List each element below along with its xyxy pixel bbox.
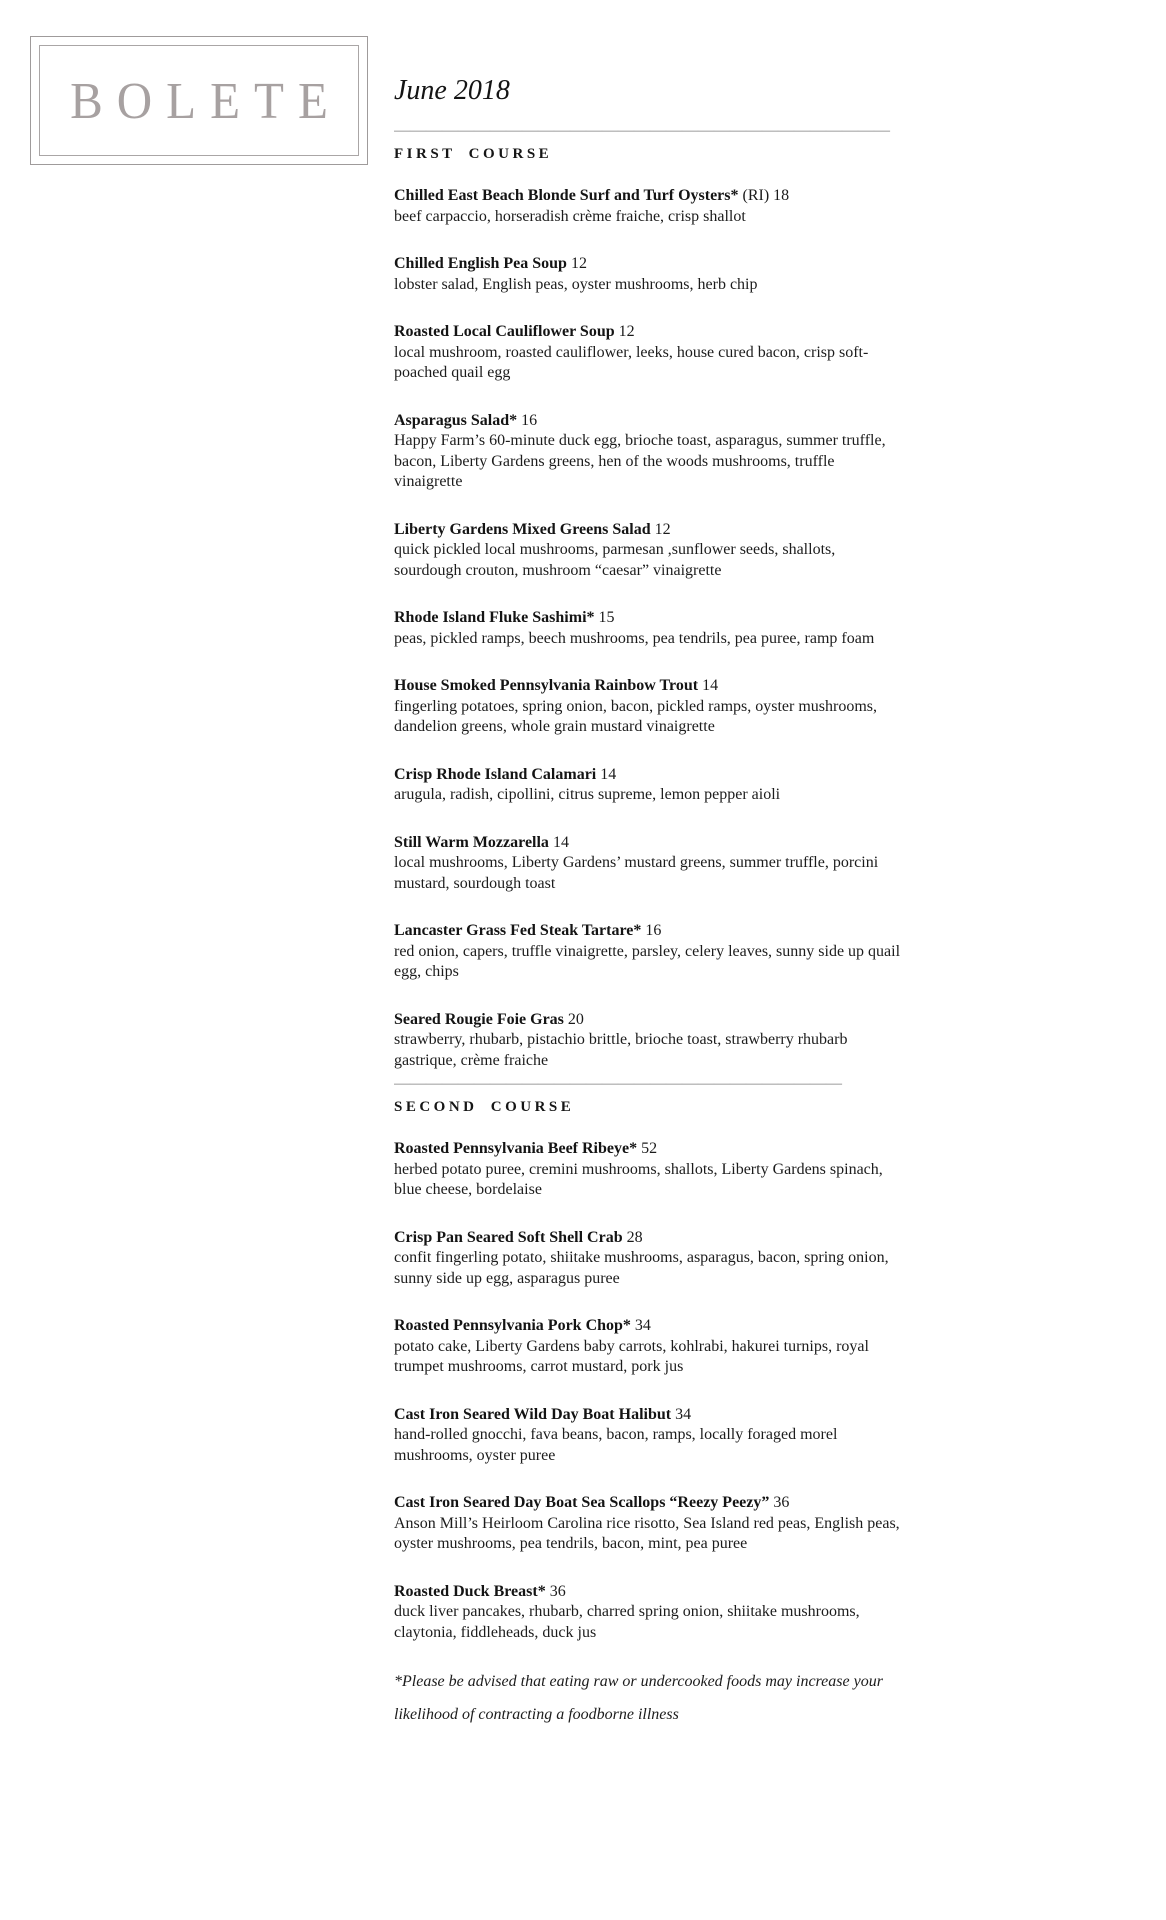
menu-item <box>394 1405 906 1467</box>
menu-item-name: Liberty Gardens Mixed Greens Salad <box>394 520 651 538</box>
raw-food-disclaimer: *Please be advised that eating raw or undercooked foods may increase your likelihood of contracting a foodborne illness <box>394 1673 883 1723</box>
menu-item-description: Happy Farm’s 60-minute duck egg, brioche toast, asparagus, summer truffle, bacon, Liberty Gardens greens, hen of the woods mushrooms, truffle vinaigrette <box>394 432 886 490</box>
menu-item-description: arugula, radish, cipollini, citrus supreme, lemon pepper aioli <box>394 786 781 803</box>
menu-item-title-line <box>394 254 906 275</box>
menu-item-price: (RI) 18 <box>742 187 790 204</box>
menu-item-price: 52 <box>641 1140 658 1157</box>
menu-item-name: Lancaster Grass Fed Steak Tartare* <box>394 922 642 939</box>
menu-item-description: hand-rolled gnocchi, fava beans, bacon, ramps, locally foraged morel mushrooms, oyster puree <box>394 1426 838 1464</box>
menu-item <box>394 1582 906 1644</box>
menu-item-title-line <box>394 1582 906 1603</box>
menu-item-title-line <box>394 1316 906 1337</box>
menu-section <box>394 122 906 1071</box>
menu-item-price: 34 <box>634 1317 651 1334</box>
menu-item-description: quick pickled local mushrooms, parmesan ,sunflower seeds, shallots, sourdough crouton, mushroom “caesar” vinaigrette <box>394 541 836 579</box>
menu-item <box>394 1010 906 1072</box>
menu-item-name: Roasted Pennsylvania Beef Ribeye* <box>394 1140 638 1157</box>
restaurant-logo-text: BOLETE <box>70 71 342 130</box>
menu-item-description: Anson Mill’s Heirloom Carolina rice risotto, Sea Island red peas, English peas, oyster mushrooms, pea tendrils, bacon, mint, pea puree <box>394 1514 900 1552</box>
menu-item-description: herbed potato puree, cremini mushrooms, shallots, Liberty Gardens spinach, blue cheese, bordelaise <box>394 1160 883 1198</box>
menu-item-title-line <box>394 1010 906 1031</box>
section-heading: FIRST COURSE <box>394 146 553 162</box>
section-divider: ——————————————————————————————— <box>394 122 890 139</box>
menu-item-title-line <box>394 921 906 942</box>
menu-item-title-line <box>394 1228 906 1249</box>
menu-item-price: 20 <box>567 1010 584 1028</box>
menu-item-description: peas, pickled ramps, beech mushrooms, pea tendrils, pea puree, ramp foam <box>394 629 875 647</box>
menu-item-description: beef carpaccio, horseradish crème fraiche, crisp shallot <box>394 207 746 225</box>
menu-item-name: Chilled East Beach Blonde Surf and Turf Oysters* <box>394 187 739 204</box>
menu-item-price: 16 <box>521 411 538 429</box>
menu-item-name: Crisp Rhode Island Calamari <box>394 765 597 783</box>
section-heading: SECOND COURSE <box>394 1099 575 1115</box>
menu-item-name: House Smoked Pennsylvania Rainbow Trout <box>394 677 699 694</box>
menu-item <box>394 1316 906 1378</box>
menu-item-price: 14 <box>600 765 617 783</box>
menu-item-description: duck liver pancakes, rhubarb, charred spring onion, shiitake mushrooms, claytonia, fiddleheads, duck jus <box>394 1603 860 1641</box>
menu-item-description: local mushrooms, Liberty Gardens’ mustard greens, summer truffle, porcini mustard, sourdough toast <box>394 854 879 892</box>
menu-item-price: 28 <box>626 1228 643 1246</box>
menu-item <box>394 322 906 384</box>
menu-column <box>394 74 906 1747</box>
menu-item-title-line <box>394 1139 906 1160</box>
menu-item-name: Rhode Island Fluke Sashimi* <box>394 609 595 626</box>
menu-item <box>394 1493 906 1555</box>
menu-item <box>394 676 906 738</box>
menu-section <box>394 1075 906 1643</box>
menu-item-price: 14 <box>702 677 719 694</box>
menu-item-price: 12 <box>654 520 671 538</box>
menu-item-name: Cast Iron Seared Wild Day Boat Halibut <box>394 1405 672 1423</box>
sections-mount <box>394 122 906 1643</box>
menu-item-title-line <box>394 676 906 697</box>
menu-item-title-line <box>394 833 906 854</box>
menu-item-title-line <box>394 1493 906 1514</box>
menu-item-description: local mushroom, roasted cauliflower, leeks, house cured bacon, crisp soft-poached quail egg <box>394 343 869 381</box>
menu-item-title-line <box>394 608 906 629</box>
menu-item-title-line <box>394 765 906 786</box>
menu-item-description: strawberry, rhubarb, pistachio brittle, brioche toast, strawberry rhubarb gastrique, crème fraiche <box>394 1031 848 1069</box>
menu-item <box>394 186 906 227</box>
menu-item-price: 36 <box>773 1494 790 1511</box>
menu-item-name: Asparagus Salad* <box>394 411 518 429</box>
menu-item <box>394 608 906 649</box>
menu-item-name: Chilled English Pea Soup <box>394 255 567 272</box>
menu-item-name: Roasted Pennsylvania Pork Chop* <box>394 1317 631 1334</box>
menu-date-title: June 2018 <box>394 75 510 106</box>
menu-item <box>394 254 906 295</box>
section-divider: ———————————————————————————— <box>394 1075 842 1092</box>
menu-item <box>394 1228 906 1290</box>
menu-item-price: 12 <box>618 323 635 340</box>
menu-item-name: Cast Iron Seared Day Boat Sea Scallops “Reezy Peezy” <box>394 1494 770 1511</box>
menu-item <box>394 833 906 895</box>
menu-item-title-line <box>394 1405 906 1426</box>
menu-item-name: Still Warm Mozzarella <box>394 833 549 851</box>
menu-item <box>394 921 906 983</box>
menu-item <box>394 1139 906 1201</box>
menu-item-description: red onion, capers, truffle vinaigrette, parsley, celery leaves, sunny side up quail egg, chips <box>394 942 901 980</box>
logo-inner-frame <box>39 45 359 156</box>
restaurant-logo-box <box>30 36 368 165</box>
menu-item-price: 15 <box>598 609 615 626</box>
section-items <box>394 1139 906 1643</box>
menu-item-description: confit fingerling potato, shiitake mushrooms, asparagus, bacon, spring onion, sunny side up egg, asparagus puree <box>394 1249 889 1287</box>
menu-item-description: fingerling potatoes, spring onion, bacon, pickled ramps, oyster mushrooms, dandelion greens, whole grain mustard vinaigrette <box>394 697 878 735</box>
menu-item-title-line <box>394 411 906 432</box>
menu-item-price: 14 <box>552 833 569 851</box>
menu-item <box>394 520 906 582</box>
menu-item-title-line <box>394 322 906 343</box>
menu-item-name: Seared Rougie Foie Gras <box>394 1010 564 1028</box>
menu-item-description: potato cake, Liberty Gardens baby carrots, kohlrabi, hakurei turnips, royal trumpet mushrooms, carrot mustard, pork jus <box>394 1337 869 1375</box>
menu-item <box>394 411 906 493</box>
menu-item-description: lobster salad, English peas, oyster mushrooms, herb chip <box>394 275 758 293</box>
menu-item-price: 34 <box>675 1405 692 1423</box>
menu-item-name: Roasted Local Cauliflower Soup <box>394 323 615 340</box>
menu-item-price: 12 <box>570 255 587 272</box>
menu-item-price: 16 <box>645 922 662 939</box>
menu-item-name: Roasted Duck Breast* <box>394 1582 546 1600</box>
menu-item-name: Crisp Pan Seared Soft Shell Crab <box>394 1228 623 1246</box>
menu-item-title-line <box>394 520 906 541</box>
menu-item <box>394 765 906 806</box>
section-items <box>394 186 906 1071</box>
menu-item-title-line <box>394 186 906 207</box>
menu-item-price: 36 <box>549 1582 566 1600</box>
